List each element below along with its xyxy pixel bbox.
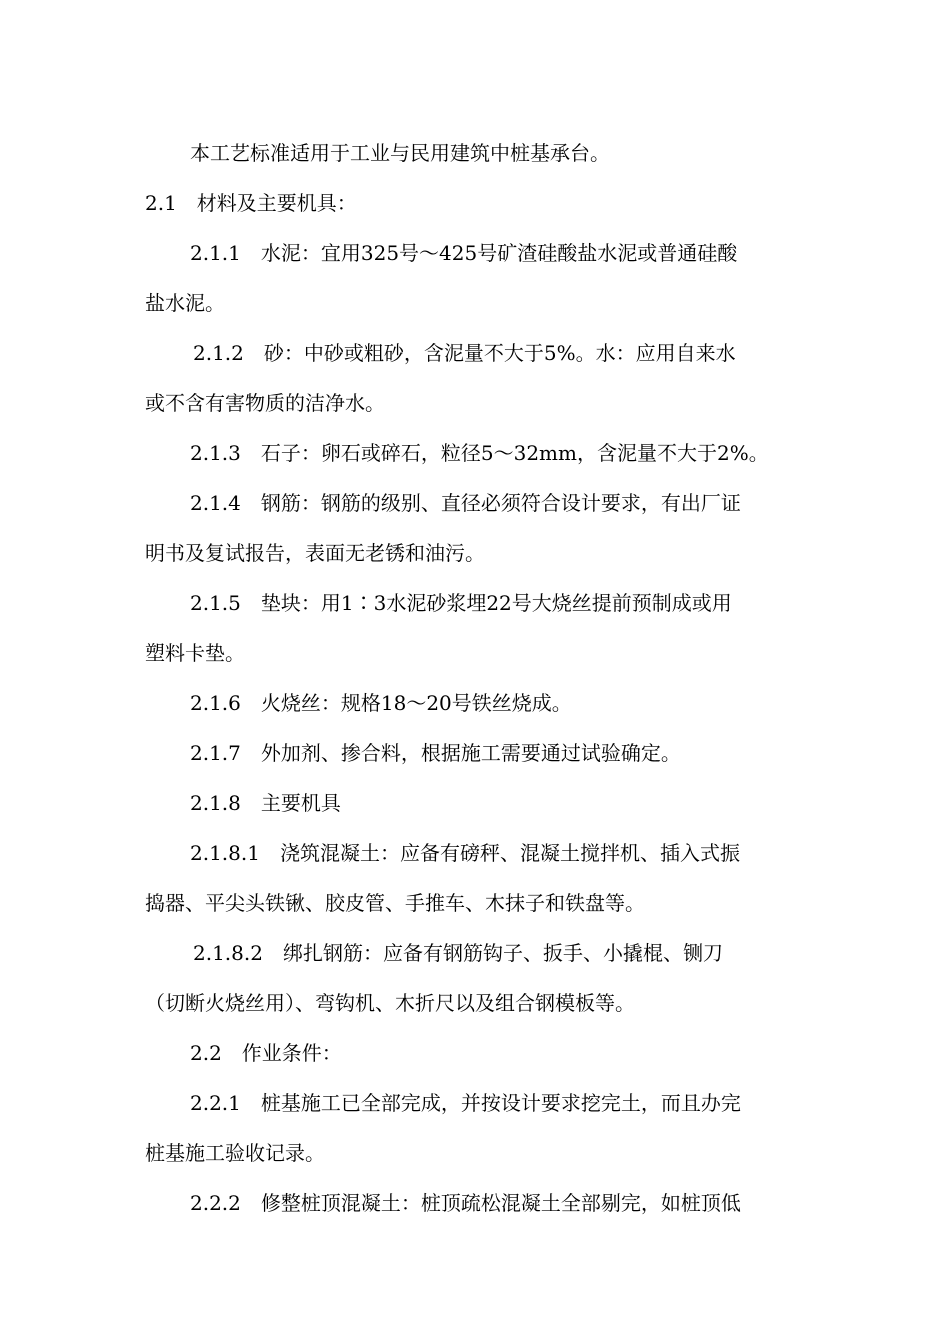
item-2-1-2-line-2: 或不含有害物质的洁净水。 <box>145 391 385 415</box>
item-2-2-1-line-2: 桩基施工验收记录。 <box>145 1141 325 1165</box>
item-2-1-8-2-line-1: 2.1.8.2 绑扎钢筋：应备有钢筋钩子、扳手、小撬棍、铡刀 <box>193 941 723 965</box>
item-2-1-8: 2.1.8 主要机具 <box>190 791 341 815</box>
item-2-1-4-line-1: 2.1.4 钢筋：钢筋的级别、直径必须符合设计要求，有出厂证 <box>190 491 741 515</box>
item-2-1-8-1-line-1: 2.1.8.1 浇筑混凝土：应备有磅秤、混凝土搅拌机、插入式振 <box>190 841 740 865</box>
item-2-1-5-line-1: 2.1.5 垫块：用1∶3水泥砂浆埋22号大烧丝提前预制成或用 <box>190 591 732 615</box>
item-2-1-3: 2.1.3 石子：卵石或碎石，粒径5～32mm，含泥量不大于2%。 <box>190 441 769 465</box>
item-2-1-6: 2.1.6 火烧丝：规格18～20号铁丝烧成。 <box>190 691 572 715</box>
item-2-1-2-line-1: 2.1.2 砂：中砂或粗砂，含泥量不大于5%。水：应用自来水 <box>193 341 736 365</box>
item-2-1-4-line-2: 明书及复试报告，表面无老锈和油污。 <box>145 541 485 565</box>
item-2-1-5-line-2: 塑料卡垫。 <box>145 641 245 665</box>
item-2-1-8-1-line-2: 捣器、平尖头铁锹、胶皮管、手推车、木抹子和铁盘等。 <box>145 891 645 915</box>
item-2-1-1-line-1: 2.1.1 水泥：宜用325号～425号矿渣硅酸盐水泥或普通硅酸 <box>190 241 738 265</box>
section-heading-2-1: 2.1 材料及主要机具： <box>145 191 357 215</box>
item-2-2-2-line-1: 2.2.2 修整桩顶混凝土：桩顶疏松混凝土全部剔完，如桩顶低 <box>190 1191 741 1215</box>
item-2-2-1-line-1: 2.2.1 桩基施工已全部完成，并按设计要求挖完土，而且办完 <box>190 1091 741 1115</box>
item-2-1-1-line-2: 盐水泥。 <box>145 291 225 315</box>
item-2-1-8-2-line-2: （切断火烧丝用）、弯钩机、木折尺以及组合钢模板等。 <box>145 991 635 1015</box>
section-heading-2-2: 2.2 作业条件： <box>190 1041 342 1065</box>
intro-paragraph: 本工艺标准适用于工业与民用建筑中桩基承台。 <box>190 141 610 165</box>
item-2-1-7: 2.1.7 外加剂、掺合料，根据施工需要通过试验确定。 <box>190 741 681 765</box>
